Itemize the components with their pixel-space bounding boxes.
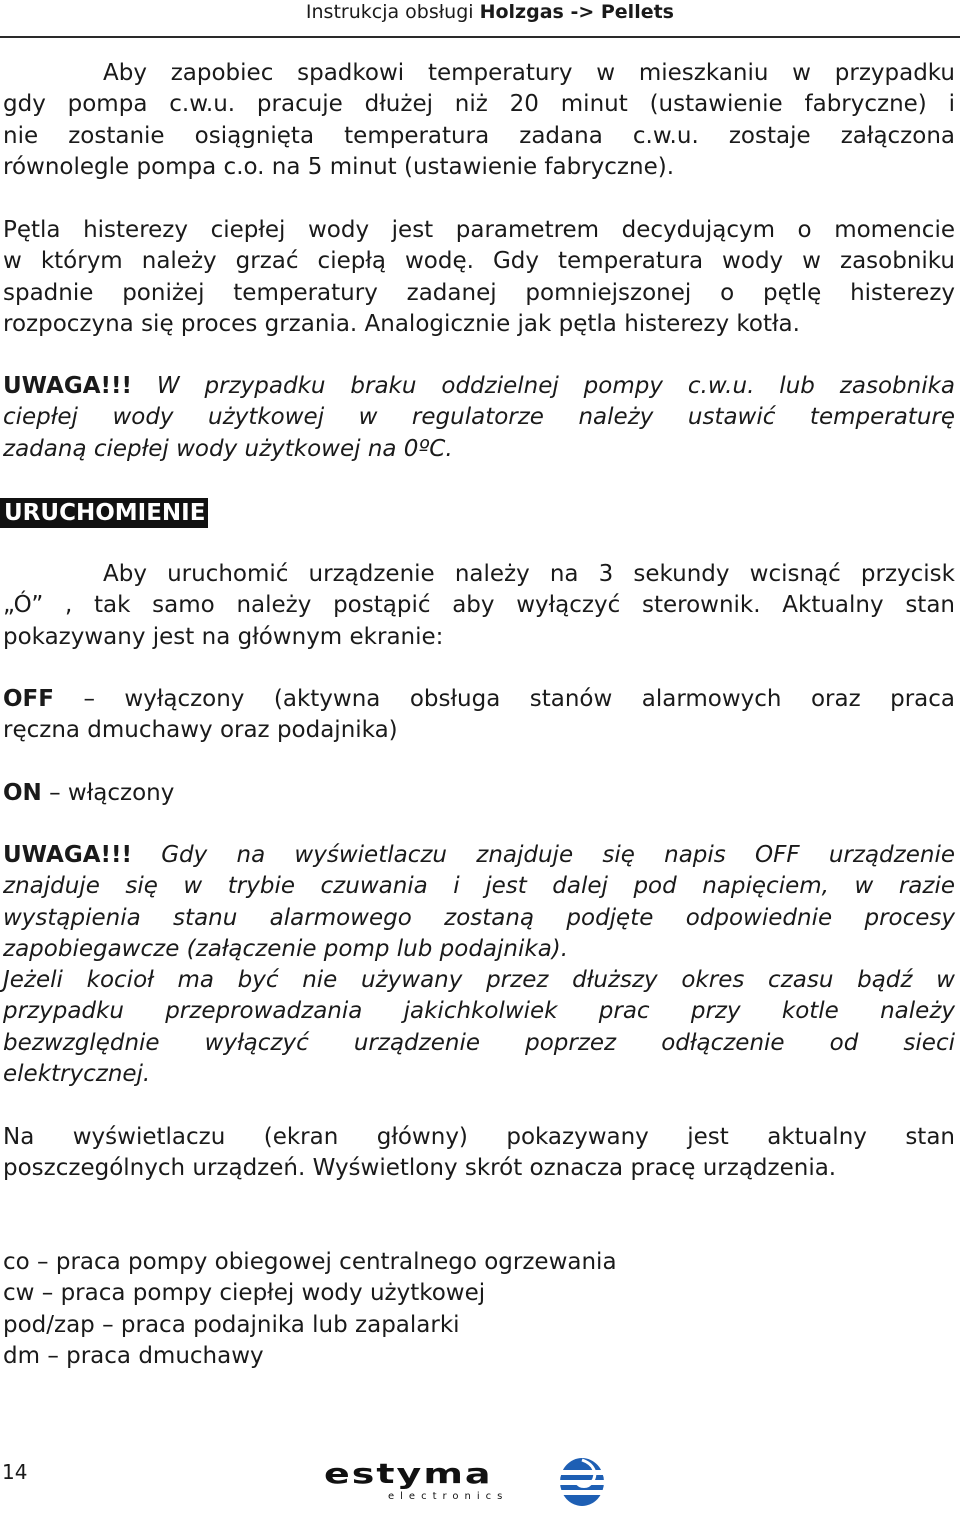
state-on xyxy=(3,778,955,809)
text-line: Aby zapobiec spadkowi temperatury w mieszkaniu w przypadku xyxy=(103,60,955,86)
text-line: ręczna dmuchawy oraz podajnika) xyxy=(3,717,398,744)
text-line: Aby uruchomić urządzenie należy na 3 sekundy wcisnąć przycisk xyxy=(103,561,955,587)
text-line xyxy=(3,684,955,715)
text-line: poszczególnych urządzeń. Wyświetlony skrót oznacza pracę urządzenia. xyxy=(3,1155,837,1182)
text-line: w którym należy grzać ciepłą wodę. Gdy temperatura wody w zasobniku xyxy=(3,248,955,275)
text-line: znajduje się w trybie czuwania i jest dalej pod napięciem, w razie xyxy=(3,873,955,900)
text-line: elektrycznej. xyxy=(3,1061,151,1088)
paragraph-display xyxy=(3,1122,955,1185)
warning-no-dhw-pump xyxy=(3,371,955,465)
text-line: ciepłej wody użytkowej w regulatorze należy ustawić temperaturę xyxy=(3,404,955,431)
list-item: cw – praca pompy ciepłej wody użytkowej xyxy=(3,1280,486,1307)
paragraph-hysteresis xyxy=(3,215,955,340)
text-line: wystąpienia stanu alarmowego zostaną podjęte odpowiednie procesy xyxy=(3,904,955,931)
page-number: 14 xyxy=(2,1460,28,1484)
header-prefix: Instrukcja obsługi xyxy=(305,1,480,23)
text-line: Na wyświetlaczu (ekran główny) pokazywany jest aktualny stan xyxy=(3,1124,955,1150)
state-label: OFF xyxy=(3,686,54,712)
state-text: – wyłączony (aktywna obsługa stanów alarmowych oraz praca xyxy=(53,686,955,712)
text-line: spadnie poniżej temperatury zadanej pomniejszonej o pętlę histerezy xyxy=(3,279,955,306)
section-heading: URUCHOMIENIE xyxy=(0,498,208,528)
text-line: pokazywany jest na głównym ekranie: xyxy=(3,623,444,650)
text-line: gdy pompa c.w.u. pracuje dłużej niż 20 minut (ustawienie fabryczne) i xyxy=(3,91,955,118)
warning-label: UWAGA!!! xyxy=(3,373,132,399)
list-item: dm – praca dmuchawy xyxy=(3,1342,264,1369)
text-line: równolegle pompa c.o. na 5 minut (ustawienie fabryczne). xyxy=(3,153,675,180)
text-line: Pętla histerezy ciepłej wody jest parametrem decydującym o momencie xyxy=(3,217,955,243)
text-line: bezwzględnie wyłączyć urządzenie poprzez odłączenie od sieci xyxy=(3,1029,955,1056)
list-item: pod/zap – praca podajnika lub zapalarki xyxy=(3,1311,460,1338)
text-line xyxy=(3,778,955,809)
header-bold: Holzgas -> Pellets xyxy=(479,1,674,23)
text-line: „Ó” , tak samo należy postąpić aby wyłączyć sterownik. Aktualny stan xyxy=(3,592,955,619)
text-line: nie zostanie osiągnięta temperatura zadana c.w.u. zostaje załączona xyxy=(3,122,955,149)
text-line: rozpoczyna się proces grzania. Analogicznie jak pętla histerezy kotła. xyxy=(3,310,800,337)
estyma-logo xyxy=(320,1452,620,1512)
text-line xyxy=(3,371,955,402)
logo-wordmark: estyma xyxy=(324,1457,493,1490)
text-line: zapobiegawcze (załączenie pomp lub podajnika). xyxy=(3,935,569,962)
header-title xyxy=(306,1,674,23)
warning-standby xyxy=(3,840,955,1090)
text-line: zadaną ciepłej wody użytkowej na 0ºC. xyxy=(3,435,453,462)
text-line xyxy=(3,840,955,871)
text-line: przypadku przeprowadzania jakichkolwiek prac przy kotle należy xyxy=(3,998,955,1025)
page-header xyxy=(0,0,960,38)
paragraph-startup xyxy=(3,559,955,653)
logo-emblem-icon xyxy=(552,1454,612,1510)
state-label: ON xyxy=(3,780,42,806)
state-off xyxy=(3,684,955,747)
state-text: – włączony xyxy=(41,780,175,806)
list-item: co – praca pompy obiegowej centralnego ogrzewania xyxy=(3,1249,617,1275)
text-line: Jeżeli kocioł ma być nie używany przez dłuższy okres czasu bądź w xyxy=(3,967,955,994)
abbreviation-list xyxy=(3,1247,955,1372)
warning-text: W przypadku braku oddzielnej pompy c.w.u. lub zasobnika xyxy=(131,373,955,399)
warning-label: UWAGA!!! xyxy=(3,842,132,868)
logo-subtitle: electronics xyxy=(388,1491,509,1502)
warning-text: Gdy na wyświetlaczu znajduje się napis OFF urządzenie xyxy=(131,842,955,868)
paragraph-pump-protection xyxy=(3,58,955,183)
